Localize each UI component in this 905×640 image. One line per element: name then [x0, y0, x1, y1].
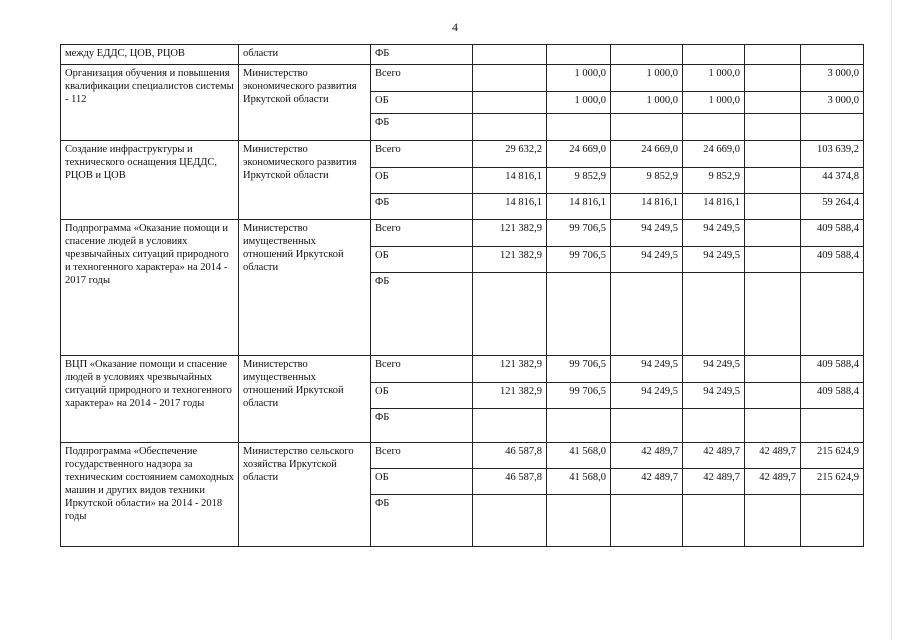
amount-cell	[683, 495, 745, 547]
amount-cell: 94 249,5	[611, 356, 683, 383]
total-amount-cell	[801, 273, 864, 356]
amount-cell: 99 706,5	[547, 220, 611, 247]
program-name-cell: Подпрограмма «Оказание помощи и спасение людей в условиях чрезвычайных ситуаций природного и техногенного характера» на 2014 - 2017 годы	[61, 220, 239, 356]
amount-cell: 1 000,0	[547, 65, 611, 92]
funding-source-cell: ФБ	[371, 114, 473, 141]
funding-source-cell: ФБ	[371, 409, 473, 443]
total-amount-cell: 409 588,4	[801, 220, 864, 247]
funding-source-cell: Всего	[371, 220, 473, 247]
amount-cell	[611, 45, 683, 65]
amount-cell	[745, 273, 801, 356]
funding-source-cell: ФБ	[371, 194, 473, 220]
agency-cell: Министерство экономического развития Иркутской области	[239, 65, 371, 141]
total-amount-cell	[801, 114, 864, 141]
amount-cell	[745, 114, 801, 141]
agency-cell: Министерство экономического развития Иркутской области	[239, 141, 371, 220]
amount-cell	[745, 383, 801, 409]
amount-cell	[547, 495, 611, 547]
funding-source-cell: Всего	[371, 356, 473, 383]
amount-cell	[547, 273, 611, 356]
table-row	[61, 141, 864, 168]
table-row	[61, 220, 864, 247]
scan-edge-line	[891, 0, 892, 640]
funding-source-cell: ОБ	[371, 469, 473, 495]
amount-cell	[547, 409, 611, 443]
amount-cell	[745, 168, 801, 194]
total-amount-cell: 409 588,4	[801, 356, 864, 383]
amount-cell	[473, 409, 547, 443]
amount-cell: 99 706,5	[547, 247, 611, 273]
total-amount-cell	[801, 495, 864, 547]
budget-table	[60, 44, 864, 547]
amount-cell: 121 382,9	[473, 383, 547, 409]
amount-cell	[745, 141, 801, 168]
agency-cell: Министерство сельского хозяйства Иркутской области	[239, 443, 371, 547]
amount-cell: 121 382,9	[473, 356, 547, 383]
amount-cell: 42 489,7	[611, 443, 683, 469]
table-row	[61, 443, 864, 469]
amount-cell: 42 489,7	[683, 469, 745, 495]
amount-cell: 99 706,5	[547, 356, 611, 383]
amount-cell: 9 852,9	[683, 168, 745, 194]
amount-cell	[473, 273, 547, 356]
amount-cell	[683, 409, 745, 443]
total-amount-cell: 44 374,8	[801, 168, 864, 194]
amount-cell: 94 249,5	[683, 383, 745, 409]
amount-cell: 29 632,2	[473, 141, 547, 168]
total-amount-cell: 59 264,4	[801, 194, 864, 220]
amount-cell	[473, 45, 547, 65]
amount-cell: 42 489,7	[745, 469, 801, 495]
total-amount-cell: 409 588,4	[801, 247, 864, 273]
program-name-cell: Подпрограмма «Обеспечение государственного надзора за техническим состоянием самоходных машин и других видов техники Иркутской области» на 2014 - 2018 годы	[61, 443, 239, 547]
amount-cell	[611, 273, 683, 356]
table-row	[61, 356, 864, 383]
amount-cell	[473, 114, 547, 141]
amount-cell: 42 489,7	[683, 443, 745, 469]
amount-cell: 14 816,1	[611, 194, 683, 220]
agency-cell: Министерство имущественных отношений Иркутской области	[239, 220, 371, 356]
amount-cell	[473, 495, 547, 547]
funding-source-cell: Всего	[371, 141, 473, 168]
amount-cell	[611, 495, 683, 547]
amount-cell	[683, 45, 745, 65]
amount-cell: 46 587,8	[473, 443, 547, 469]
total-amount-cell: 409 588,4	[801, 383, 864, 409]
amount-cell	[745, 45, 801, 65]
amount-cell	[745, 65, 801, 92]
amount-cell: 1 000,0	[611, 92, 683, 114]
amount-cell	[745, 495, 801, 547]
amount-cell: 94 249,5	[611, 247, 683, 273]
amount-cell: 9 852,9	[611, 168, 683, 194]
amount-cell: 99 706,5	[547, 383, 611, 409]
amount-cell: 14 816,1	[473, 194, 547, 220]
amount-cell: 121 382,9	[473, 220, 547, 247]
agency-cell: Министерство имущественных отношений Иркутской области	[239, 356, 371, 443]
agency-cell: области	[239, 45, 371, 65]
funding-source-cell: ФБ	[371, 495, 473, 547]
program-name-cell: ВЦП «Оказание помощи и спасение людей в условиях чрезвычайных ситуаций природного и техногенного характера» на 2014 - 2017 годы	[61, 356, 239, 443]
total-amount-cell: 103 639,2	[801, 141, 864, 168]
amount-cell	[745, 409, 801, 443]
table-row	[61, 65, 864, 92]
amount-cell: 9 852,9	[547, 168, 611, 194]
amount-cell: 1 000,0	[683, 92, 745, 114]
program-name-cell: между ЕДДС, ЦОВ, РЦОВ	[61, 45, 239, 65]
table-row	[61, 45, 864, 65]
page-number: 4	[452, 20, 458, 34]
amount-cell	[547, 114, 611, 141]
amount-cell: 41 568,0	[547, 443, 611, 469]
funding-source-cell: ОБ	[371, 383, 473, 409]
amount-cell: 14 816,1	[473, 168, 547, 194]
amount-cell: 24 669,0	[547, 141, 611, 168]
amount-cell: 94 249,5	[683, 247, 745, 273]
amount-cell: 24 669,0	[683, 141, 745, 168]
program-name-cell: Организация обучения и повышения квалификации специалистов системы - 112	[61, 65, 239, 141]
funding-source-cell: Всего	[371, 65, 473, 92]
amount-cell	[683, 114, 745, 141]
total-amount-cell	[801, 409, 864, 443]
amount-cell	[473, 92, 547, 114]
amount-cell	[745, 92, 801, 114]
amount-cell	[473, 65, 547, 92]
amount-cell	[611, 114, 683, 141]
amount-cell: 94 249,5	[611, 220, 683, 247]
amount-cell	[745, 220, 801, 247]
amount-cell: 94 249,5	[611, 383, 683, 409]
amount-cell: 121 382,9	[473, 247, 547, 273]
amount-cell: 14 816,1	[547, 194, 611, 220]
amount-cell: 42 489,7	[745, 443, 801, 469]
total-amount-cell: 215 624,9	[801, 469, 864, 495]
funding-source-cell: ОБ	[371, 168, 473, 194]
funding-source-cell: ОБ	[371, 247, 473, 273]
amount-cell: 1 000,0	[611, 65, 683, 92]
funding-source-cell: ОБ	[371, 92, 473, 114]
amount-cell	[745, 356, 801, 383]
funding-source-cell: ФБ	[371, 45, 473, 65]
amount-cell: 46 587,8	[473, 469, 547, 495]
amount-cell: 42 489,7	[611, 469, 683, 495]
total-amount-cell: 215 624,9	[801, 443, 864, 469]
amount-cell: 24 669,0	[611, 141, 683, 168]
table-body	[61, 45, 864, 547]
amount-cell: 1 000,0	[547, 92, 611, 114]
amount-cell	[745, 194, 801, 220]
amount-cell: 94 249,5	[683, 220, 745, 247]
amount-cell: 1 000,0	[683, 65, 745, 92]
amount-cell	[745, 247, 801, 273]
funding-source-cell: Всего	[371, 443, 473, 469]
total-amount-cell: 3 000,0	[801, 65, 864, 92]
amount-cell: 14 816,1	[683, 194, 745, 220]
program-name-cell: Создание инфраструктуры и технического оснащения ЦЕДДС, РЦОВ и ЦОВ	[61, 141, 239, 220]
total-amount-cell	[801, 45, 864, 65]
funding-source-cell: ФБ	[371, 273, 473, 356]
total-amount-cell: 3 000,0	[801, 92, 864, 114]
amount-cell: 94 249,5	[683, 356, 745, 383]
amount-cell: 41 568,0	[547, 469, 611, 495]
amount-cell	[611, 409, 683, 443]
amount-cell	[683, 273, 745, 356]
amount-cell	[547, 45, 611, 65]
